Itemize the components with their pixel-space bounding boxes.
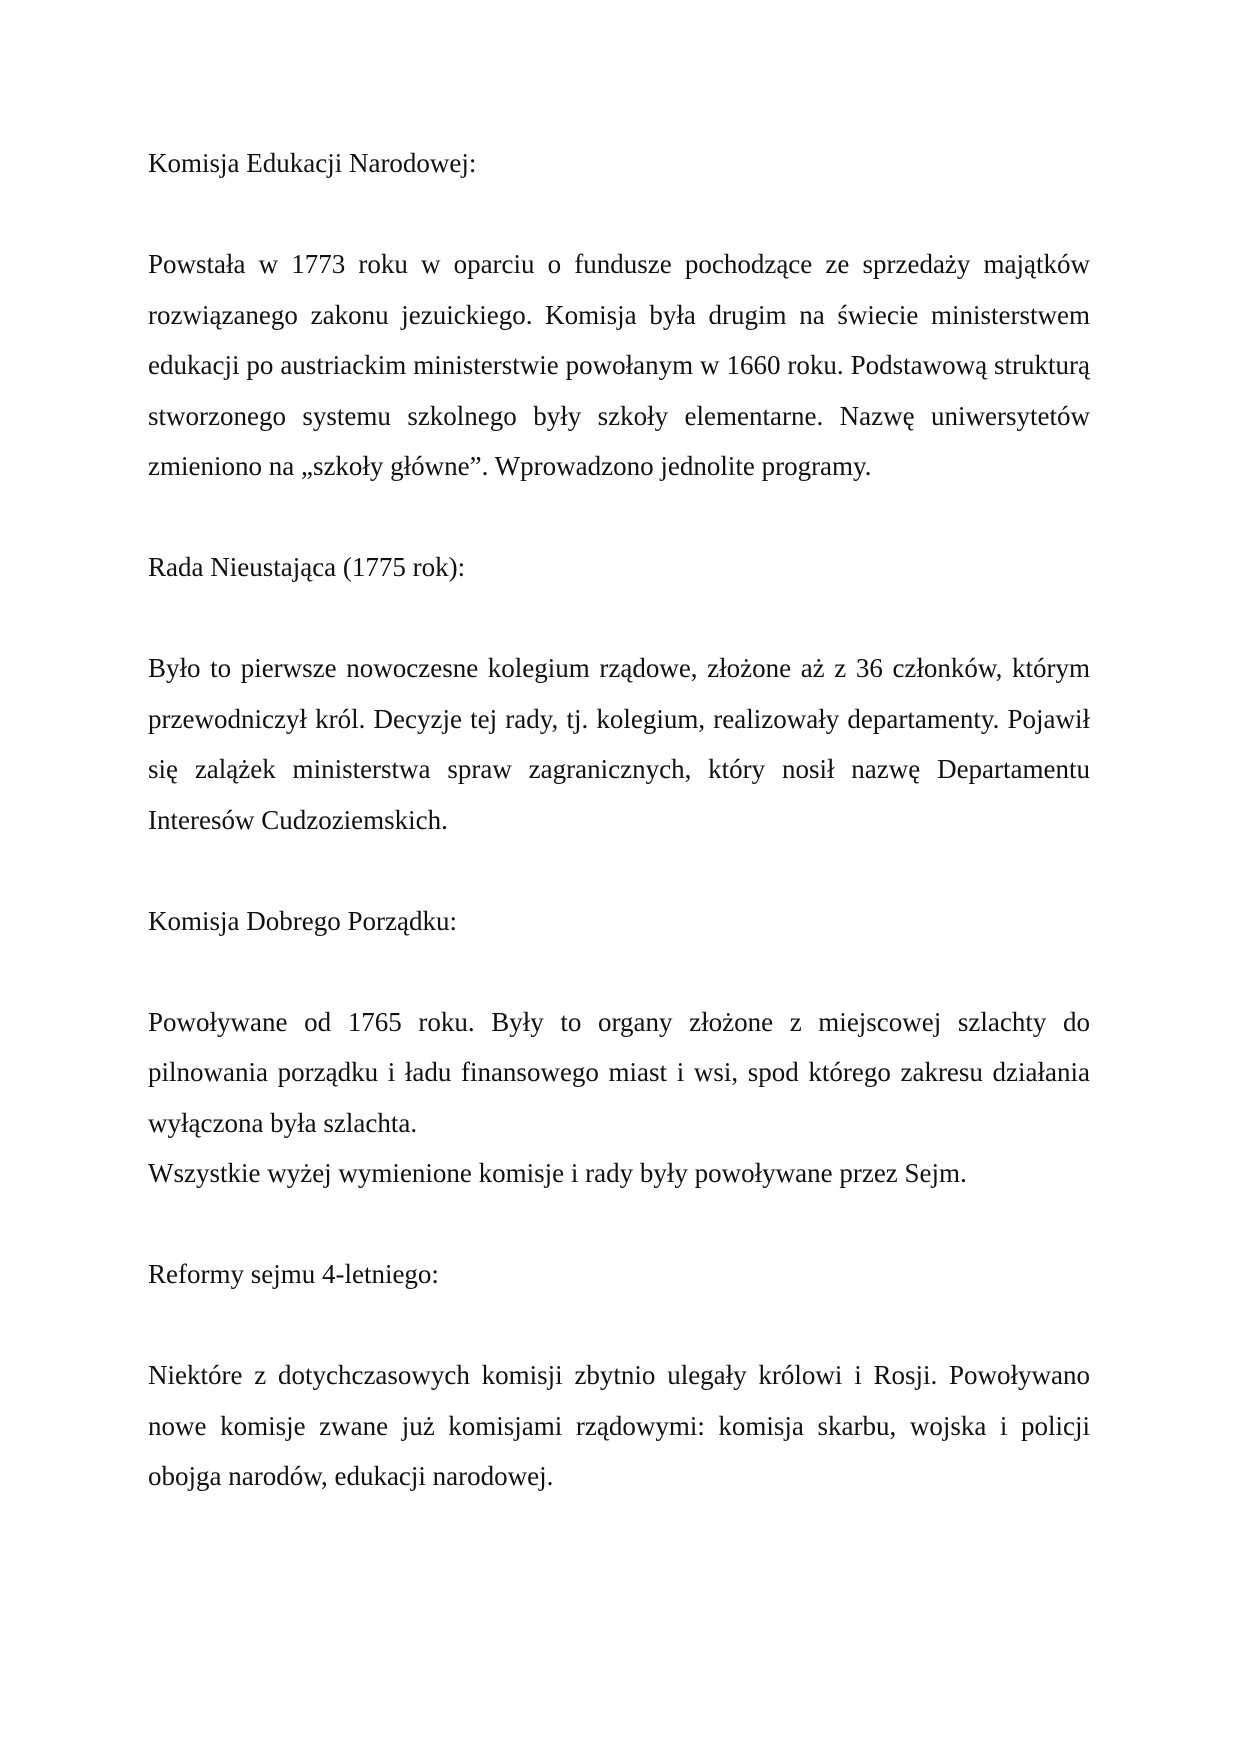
section-paragraph-boni-ordinis-note: Wszystkie wyżej wymienione komisje i rady były powoływane przez Sejm. xyxy=(148,1158,967,1188)
section-paragraph-rada: Było to pierwsze nowoczesne kolegium rządowe, złożone aż z 36 członków, którym przewodniczył król. Decyzje tej rady, tj. kolegium, realizowały departamenty. Pojawił się zalążek ministerstwa spraw zagranicznych, który nosił nazwę Departamentu Interesów Cudzoziemskich. xyxy=(148,653,1090,835)
section-paragraph-boni-ordinis: Powoływane od 1765 roku. Były to organy złożone z miejscowej szlachty do pilnowania porządku i ładu finansowego miast i wsi, spod którego zakresu działania wyłączona była szlachta. xyxy=(148,1006,1090,1138)
section-heading-sejm-reforms: Reformy sejmu 4-letniego: xyxy=(148,1259,439,1289)
document-body xyxy=(148,138,1090,1552)
section-heading-rada: Rada Nieustająca (1775 rok): xyxy=(148,552,466,582)
section-paragraph-ken: Powstała w 1773 roku w oparciu o fundusze pochodzące ze sprzedaży majątków rozwiązanego zakonu jezuickiego. Komisja była drugim na świecie ministerstwem edukacji po austriackim ministerstwie powołanym w 1660 roku. Podstawową strukturą stworzonego systemu szkolnego były szkoły elementarne. Nazwę uniwersytetów zmieniono na „szkoły główne”. Wprowadzono jednolite programy. xyxy=(148,249,1090,481)
section-paragraph-sejm-reforms: Niektóre z dotychczasowych komisji zbytnio ulegały królowi i Rosji. Powoływano nowe komisje zwane już komisjami rządowymi: komisja skarbu, wojska i policji obojga narodów, edukacji narodowej. xyxy=(148,1360,1090,1491)
section-heading-ken: Komisja Edukacji Narodowej: xyxy=(148,148,477,178)
section-heading-boni-ordinis: Komisja Dobrego Porządku: xyxy=(148,905,457,936)
